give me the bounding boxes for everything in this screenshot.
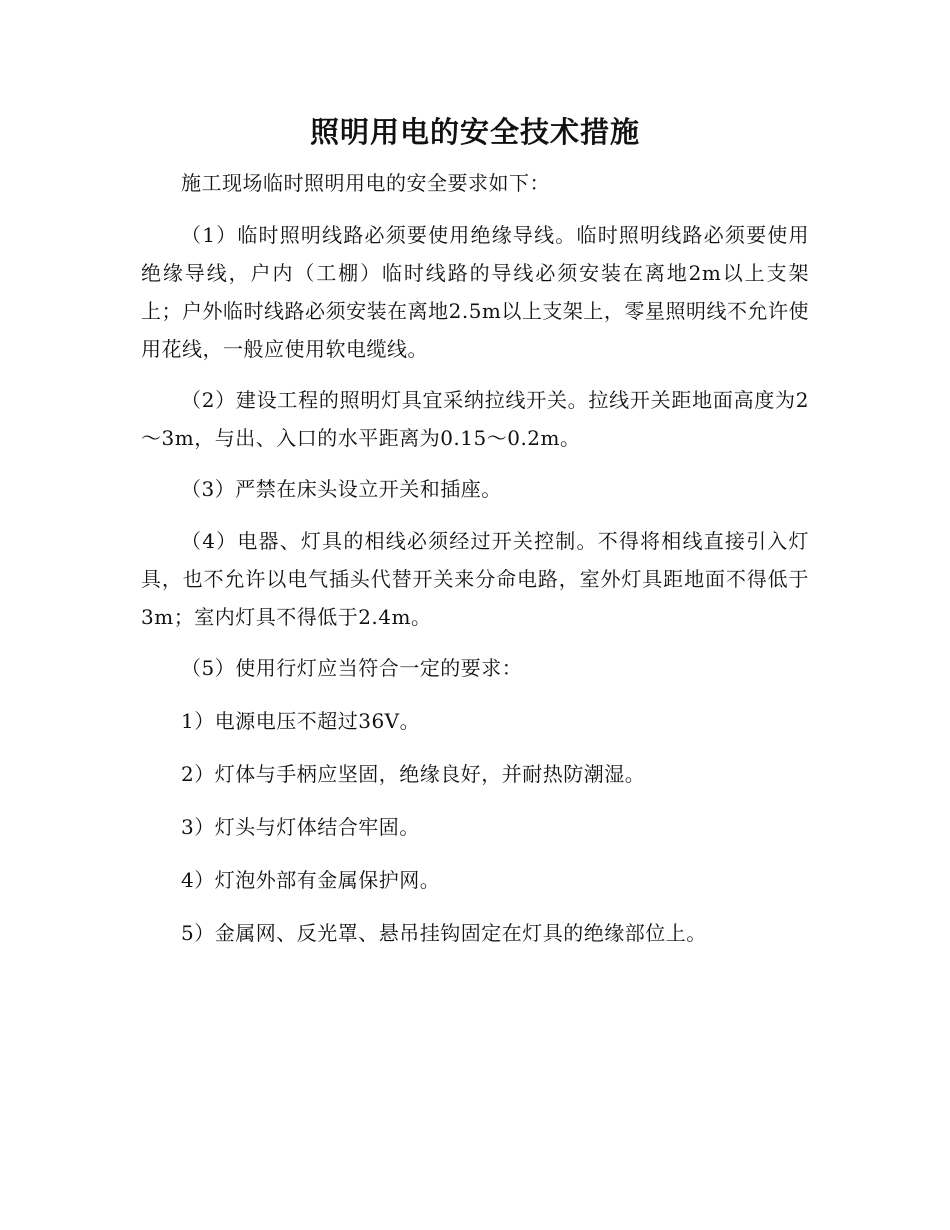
paragraph-item-1: （1）临时照明线路必须要使用绝缘导线。临时照明线路必须要使用绝缘导线，户内（工棚）临时线路的导线必须安装在离地2m以上支架上；户外临时线路必须安装在离地2.5m以上支架上，零星照明线不允许使用花线，一般应使用软电缆线。 [141, 223, 809, 361]
paragraph-subitem-3: 3）灯头与灯体结合牢固。 [181, 815, 420, 839]
paragraph-item-4: （4）电器、灯具的相线必须经过开关控制。不得将相线直接引入灯具，也不允许以电气插头代替开关来分命电路，室外灯具距地面不得低于3m；室内灯具不得低于2.4m。 [141, 529, 809, 629]
paragraph-item-2: （2）建设工程的照明灯具宜采纳拉线开关。拉线开关距地面高度为2～3m，与出、入口的水平距离为0.15～0.2m。 [141, 388, 809, 450]
paragraph-subitem-4: 4）灯泡外部有金属保护网。 [181, 868, 441, 892]
paragraph-subitem-1: 1）电源电压不超过36V。 [181, 709, 421, 733]
paragraph-subitem-5: 5）金属网、反光罩、悬吊挂钩固定在灯具的绝缘部位上。 [181, 921, 707, 945]
paragraph-subitem-2: 2）灯体与手柄应坚固，绝缘良好，并耐热防潮湿。 [181, 762, 646, 786]
paragraph-intro: 施工现场临时照明用电的安全要求如下： [181, 171, 550, 195]
paragraph-item-5: （5）使用行灯应当符合一定的要求： [181, 656, 523, 680]
document-title: 照明用电的安全技术措施 [309, 115, 640, 149]
paragraph-item-3: （3）严禁在床头设立开关和插座。 [181, 477, 502, 501]
